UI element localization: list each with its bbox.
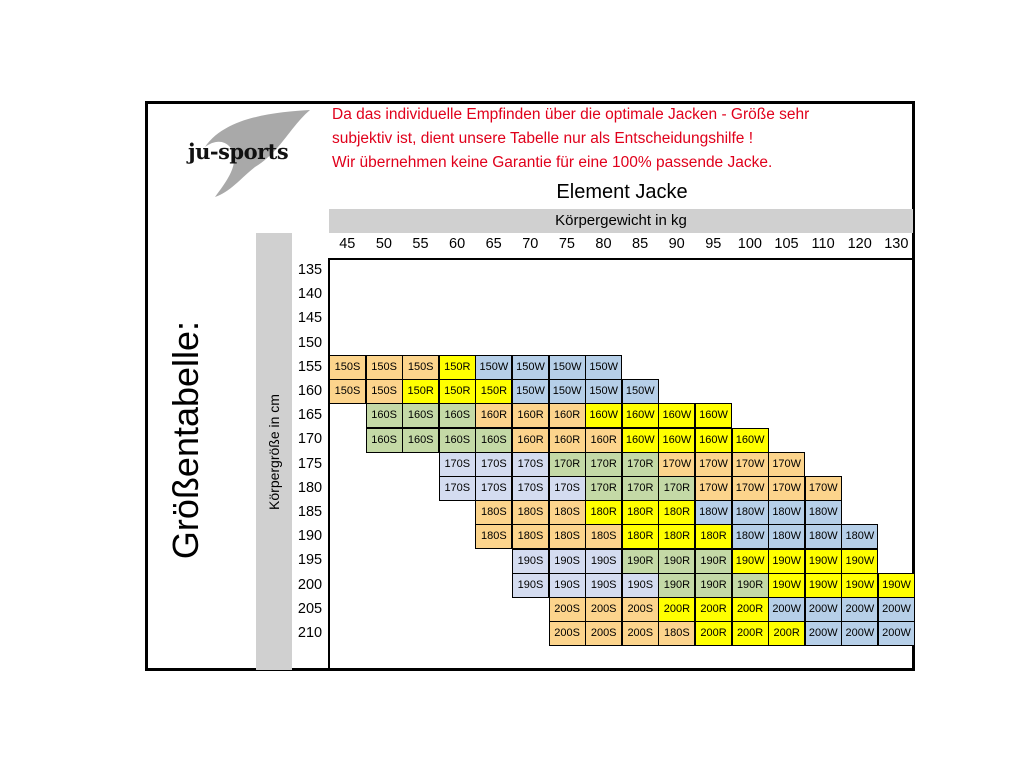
size-cell: 200R — [695, 597, 732, 622]
size-cell: 180R — [622, 524, 659, 549]
size-cell: 180S — [549, 500, 586, 525]
size-cell: 180S — [549, 524, 586, 549]
size-cell: 160R — [512, 403, 549, 428]
size-cell: 160W — [622, 403, 659, 428]
size-cell: 200W — [805, 597, 842, 622]
size-cell: 160R — [549, 428, 586, 453]
weight-tick: 60 — [449, 236, 466, 252]
size-cell: 190S — [549, 573, 586, 598]
size-cell: 150S — [329, 379, 366, 404]
size-cell: 190R — [658, 573, 695, 598]
logo-text: ju-sports — [188, 139, 289, 164]
height-tick: 135 — [297, 262, 323, 278]
weight-tick: 120 — [847, 236, 872, 252]
height-tick: 150 — [297, 334, 323, 351]
size-cell: 180R — [622, 500, 659, 525]
size-cell: 190W — [768, 549, 805, 574]
height-tick: 180 — [297, 479, 323, 496]
weight-tick: 130 — [884, 236, 909, 252]
size-cell: 200W — [878, 597, 915, 622]
size-cell: 170S — [512, 476, 549, 501]
size-cell: 150S — [366, 355, 403, 380]
size-cell: 180S — [512, 500, 549, 525]
size-cell: 190W — [841, 549, 878, 574]
size-cell: 170S — [439, 452, 476, 477]
weight-tick: 65 — [485, 236, 502, 252]
size-cell: 200W — [805, 621, 842, 646]
size-cell: 160R — [512, 428, 549, 453]
height-tick: 190 — [297, 528, 323, 545]
size-cell: 180S — [475, 500, 512, 525]
size-cell: 150R — [439, 379, 476, 404]
notice-line-3: Wir übernehmen keine Garantie für eine 100% passende Jacke. — [332, 154, 773, 171]
size-cell: 160W — [585, 403, 622, 428]
size-cell: 190S — [585, 549, 622, 574]
size-cell: 160S — [402, 403, 439, 428]
height-tick: 145 — [297, 310, 323, 327]
size-cell: 170S — [475, 452, 512, 477]
size-cell: 150S — [329, 355, 366, 380]
size-cell: 150W — [549, 379, 586, 404]
size-cell: 170W — [732, 452, 769, 477]
size-cell: 200W — [841, 621, 878, 646]
size-cell: 190W — [805, 573, 842, 598]
weight-tick: 55 — [412, 236, 429, 252]
size-cell: 170W — [658, 452, 695, 477]
size-cell: 160S — [439, 403, 476, 428]
size-cell: 170W — [732, 476, 769, 501]
size-cell: 160R — [475, 403, 512, 428]
weight-tick: 90 — [668, 236, 685, 252]
height-tick: 195 — [297, 552, 323, 569]
height-tick: 170 — [297, 431, 323, 448]
size-cell: 180R — [658, 500, 695, 525]
size-cell: 160S — [475, 428, 512, 453]
size-cell: 170W — [768, 452, 805, 477]
height-tick: 160 — [297, 383, 323, 399]
size-cell: 160S — [439, 428, 476, 453]
size-cell: 200S — [622, 621, 659, 646]
height-tick: 185 — [297, 504, 323, 520]
weight-axis-label: Körpergewicht in kg — [329, 209, 913, 233]
size-cell: 180W — [732, 500, 769, 525]
size-cell: 180W — [805, 524, 842, 549]
size-cell: 190S — [585, 573, 622, 598]
size-cell: 170W — [695, 452, 732, 477]
height-tick: 140 — [297, 286, 323, 303]
size-cell: 160W — [658, 428, 695, 453]
notice-line-2: subjektiv ist, dient unsere Tabelle nur als Entscheidungshilfe ! — [332, 130, 754, 147]
size-cell: 170R — [622, 476, 659, 501]
size-cell: 170R — [585, 476, 622, 501]
table-title: Element Jacke — [556, 181, 688, 203]
height-tick: 205 — [297, 600, 323, 617]
size-cell: 180R — [695, 524, 732, 549]
size-cell: 150S — [402, 355, 439, 380]
weight-tick: 105 — [774, 236, 799, 252]
size-cell: 170R — [585, 452, 622, 477]
height-tick: 155 — [297, 358, 323, 375]
size-cell: 200R — [695, 621, 732, 646]
size-cell: 190W — [768, 573, 805, 598]
size-cell: 200S — [549, 621, 586, 646]
size-cell: 150W — [475, 355, 512, 380]
size-cell: 190R — [622, 549, 659, 574]
size-cell: 180S — [658, 621, 695, 646]
size-cell: 170W — [695, 476, 732, 501]
size-cell: 180R — [658, 524, 695, 549]
size-cell: 200R — [768, 621, 805, 646]
height-tick: 165 — [297, 407, 323, 424]
size-cell: 190R — [695, 573, 732, 598]
size-cell: 150W — [622, 379, 659, 404]
size-cell: 190R — [695, 549, 732, 574]
weight-tick: 50 — [375, 236, 392, 252]
size-cell: 200W — [878, 621, 915, 646]
size-cell: 180R — [585, 500, 622, 525]
size-cell: 160W — [622, 428, 659, 453]
size-cell: 170W — [805, 476, 842, 501]
size-cell: 170S — [549, 476, 586, 501]
size-cell: 190W — [841, 573, 878, 598]
size-cell: 170S — [512, 452, 549, 477]
size-cell: 150S — [366, 379, 403, 404]
weight-tick: 70 — [522, 236, 539, 252]
weight-tick: 80 — [595, 236, 612, 252]
weight-tick: 45 — [339, 236, 356, 252]
height-tick: 210 — [297, 625, 323, 641]
size-cell: 150R — [475, 379, 512, 404]
size-cell: 160R — [585, 428, 622, 453]
size-cell: 200W — [768, 597, 805, 622]
size-cell: 180S — [585, 524, 622, 549]
size-cell: 190S — [512, 549, 549, 574]
size-cell: 200R — [658, 597, 695, 622]
size-cell: 190R — [658, 549, 695, 574]
notice-line-1: Da das individuelle Empfinden über die optimale Jacken - Größe sehr — [332, 106, 810, 123]
size-cell: 160W — [732, 428, 769, 453]
height-axis-label: Körpergröße in cm — [266, 394, 282, 510]
size-cell: 190W — [805, 549, 842, 574]
height-tick: 175 — [297, 455, 323, 472]
size-cell: 180W — [768, 500, 805, 525]
weight-tick: 95 — [705, 236, 722, 252]
size-cell: 150W — [512, 355, 549, 380]
size-cell: 200S — [622, 597, 659, 622]
size-cell: 150W — [549, 355, 586, 380]
size-cell: 160S — [366, 403, 403, 428]
size-cell: 180W — [805, 500, 842, 525]
size-cell: 200W — [841, 597, 878, 622]
size-cell: 150W — [585, 379, 622, 404]
size-cell: 160S — [402, 428, 439, 453]
size-cell: 200S — [549, 597, 586, 622]
size-cell: 160W — [695, 428, 732, 453]
size-cell: 170R — [622, 452, 659, 477]
size-cell: 180W — [841, 524, 878, 549]
size-cell: 180W — [768, 524, 805, 549]
size-cell: 170W — [768, 476, 805, 501]
size-cell: 170S — [439, 476, 476, 501]
size-cell: 200S — [585, 597, 622, 622]
size-cell: 180W — [732, 524, 769, 549]
size-cell: 200S — [585, 621, 622, 646]
size-cell: 200R — [732, 621, 769, 646]
size-cell: 190W — [732, 549, 769, 574]
size-cell: 190S — [512, 573, 549, 598]
size-cell: 160R — [549, 403, 586, 428]
size-cell: 160W — [695, 403, 732, 428]
size-cell: 150W — [512, 379, 549, 404]
weight-tick: 85 — [632, 236, 649, 252]
size-cell: 160W — [658, 403, 695, 428]
size-cell: 160S — [366, 428, 403, 453]
size-cell: 190S — [549, 549, 586, 574]
side-title: Größentabelle: — [165, 320, 206, 560]
size-cell: 150R — [402, 379, 439, 404]
size-cell: 190R — [732, 573, 769, 598]
size-cell: 190W — [878, 573, 915, 598]
size-cell: 150W — [585, 355, 622, 380]
size-cell: 180S — [512, 524, 549, 549]
size-cell: 150R — [439, 355, 476, 380]
size-cell: 200R — [732, 597, 769, 622]
height-tick: 200 — [297, 576, 323, 593]
weight-tick: 110 — [811, 236, 835, 252]
weight-tick: 75 — [558, 236, 575, 252]
size-cell: 180W — [695, 500, 732, 525]
size-cell: 170R — [549, 452, 586, 477]
size-cell: 190S — [622, 573, 659, 598]
size-cell: 170R — [658, 476, 695, 501]
size-cell: 180S — [475, 524, 512, 549]
size-cell: 170S — [475, 476, 512, 501]
weight-tick: 100 — [737, 236, 762, 252]
